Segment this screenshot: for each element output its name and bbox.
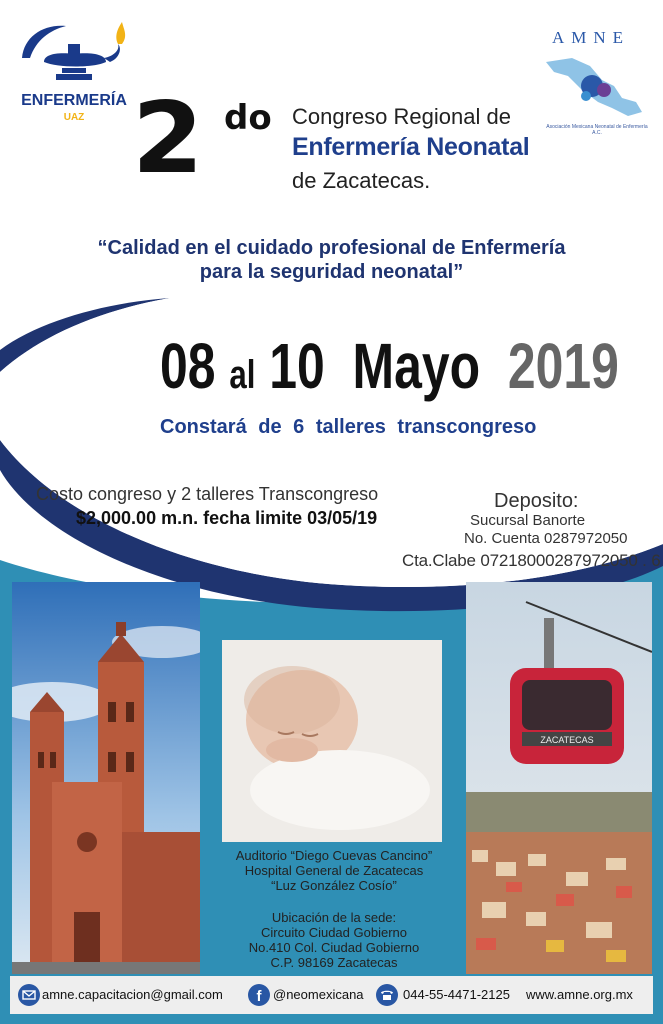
venue-line-1: Auditorio “Diego Cuevas Cancino” — [235, 848, 433, 863]
cost-description: Costo congreso y 2 talleres Transcongreso — [36, 484, 379, 504]
cathedral-photo — [12, 582, 200, 974]
venue-info — [224, 848, 444, 893]
amne-caption: Asociación Mexicana Neonatal de Enfermería A.C. — [546, 124, 648, 136]
deposit-account: No. Cuenta 0287972050 — [464, 530, 628, 547]
edition-suffix: do — [224, 98, 272, 138]
venue-line-2: Hospital General de Zacatecas — [244, 863, 424, 878]
title-line-1: Congreso Regional de — [292, 104, 511, 129]
website-link[interactable]: www.amne.org.mx — [526, 987, 633, 1002]
uaz-logo-text: UAZ — [63, 112, 85, 123]
title-line-3: de Zacatecas. — [292, 168, 431, 193]
edition-number: 2 — [132, 82, 200, 196]
email-icon — [18, 984, 40, 1006]
svg-text:f: f — [256, 988, 262, 1005]
deposit-branch: Sucursal Banorte — [470, 512, 586, 529]
facebook-icon — [248, 984, 270, 1006]
cable-car-sign: ZACATECAS — [540, 735, 594, 745]
cable-car-photo — [466, 582, 652, 974]
location-info — [224, 910, 444, 970]
location-line-1: Ubicación de la sede: — [271, 910, 397, 925]
venue-line-3: “Luz González Cosío” — [271, 878, 397, 893]
phone-icon — [376, 984, 398, 1006]
event-month: Mayo — [352, 330, 481, 402]
quote-line-2: para la seguridad neonatal” — [199, 261, 464, 283]
amne-logo — [536, 24, 652, 144]
location-line-4: C.P. 98169 Zacatecas — [270, 955, 398, 970]
enfermeria-uaz-logo — [14, 18, 134, 128]
facebook-link[interactable]: @neomexicana — [273, 987, 364, 1002]
quote-line-1: “Calidad en el cuidado profesional de Enfermería — [97, 237, 566, 259]
cost-amount: $2,000.00 m.n. fecha limite 03/05/19 — [76, 508, 378, 528]
end-day: 10 — [269, 330, 325, 402]
title-line-2: Enfermería Neonatal — [292, 133, 530, 161]
date-connector: al — [229, 353, 256, 397]
phone-number: 044-55-4471-2125 — [403, 987, 510, 1002]
location-line-2: Circuito Ciudad Gobierno — [261, 925, 407, 940]
start-day: 08 — [160, 330, 216, 402]
email-link[interactable]: amne.capacitacion@gmail.com — [42, 987, 223, 1002]
slogan-quote — [40, 236, 623, 284]
deposit-title: Deposito: — [494, 490, 579, 512]
baby-photo — [222, 640, 442, 842]
mexico-map-icon — [542, 50, 646, 126]
oil-lamp-icon — [14, 18, 134, 92]
event-dates — [160, 330, 619, 402]
enfermeria-logo-text: ENFERMERÍA — [21, 92, 127, 109]
talleres-note: Constará de 6 talleres transcongreso — [160, 416, 537, 438]
contact-footer — [10, 976, 653, 1014]
deposit-clabe: Cta.Clabe 07218000287972050 . 6 — [402, 551, 661, 570]
amne-logo-text: AMNE — [551, 28, 631, 47]
event-year: 2019 — [507, 330, 619, 402]
location-line-3: No.410 Col. Ciudad Gobierno — [248, 940, 420, 955]
